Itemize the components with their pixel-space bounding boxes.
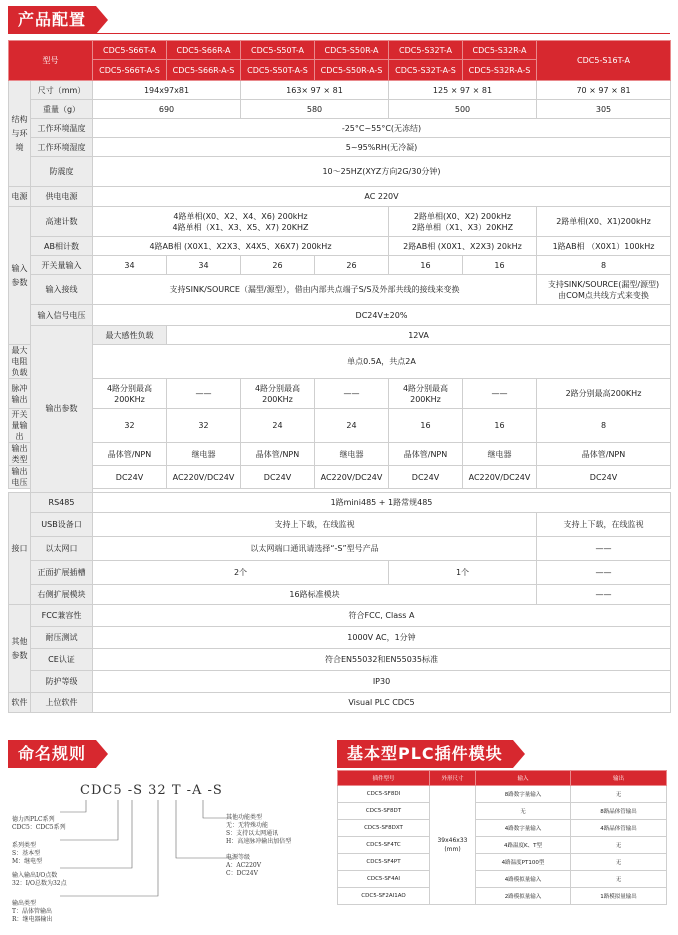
- row-label: 输出电压: [9, 466, 31, 489]
- plugin-size: [430, 786, 476, 905]
- cell: [389, 379, 463, 409]
- cell: 32: [167, 409, 241, 443]
- cell: 70 × 97 × 81: [537, 81, 671, 100]
- cell: 580: [241, 100, 389, 119]
- section-title-plugin: [337, 740, 525, 768]
- cell: AC220V/DC24V: [315, 466, 389, 489]
- plugin-output: 4路晶体管输出: [571, 820, 667, 837]
- spec-row: [9, 326, 671, 345]
- spec-row: [9, 100, 671, 119]
- spec-row: [9, 627, 671, 649]
- spec-row: [9, 671, 671, 693]
- cell: 继电器: [463, 443, 537, 466]
- model-name: CDC5-S16T-A: [537, 41, 671, 81]
- cell: 690: [93, 100, 241, 119]
- spec-row: [9, 443, 671, 466]
- row-label: 尺寸（mm）: [31, 81, 93, 100]
- row-label: CE认证: [31, 649, 93, 671]
- spec-row: [9, 345, 671, 379]
- section-title-arrow: [96, 740, 108, 768]
- plugin-header: 输入: [476, 771, 571, 786]
- cell: 晶体管/NPN: [389, 443, 463, 466]
- cell: 125 × 97 × 81: [389, 81, 537, 100]
- spec-row: [9, 256, 671, 275]
- plugin-input: 4路数字量输入: [476, 820, 571, 837]
- row-label: 防护等级: [31, 671, 93, 693]
- cell-line: 200KHz: [410, 394, 441, 404]
- spec-row: [9, 379, 671, 409]
- plugin-input: 2路模拟量输入: [476, 888, 571, 905]
- naming-desc-output: [12, 900, 53, 924]
- plugin-input: 4路温度K、T型: [476, 837, 571, 854]
- leader-line: [176, 800, 232, 858]
- cell: AC220V/DC24V: [167, 466, 241, 489]
- model-name: CDC5-S32R-A: [463, 41, 537, 60]
- cell: DC24V±20%: [93, 305, 671, 326]
- cell-line: 4路单相(X0、X2、X4、X6) 200kHz: [173, 211, 308, 221]
- row-label: 防震度: [31, 157, 93, 187]
- plugin-input: 4路模拟量输入: [476, 871, 571, 888]
- model-name: CDC5-S32T-A: [389, 41, 463, 60]
- cell-line: 4路单相（X1、X3、X5、X7) 20KHZ: [172, 222, 309, 232]
- plugin-header-row: [338, 771, 667, 786]
- row-label: AB相计数: [31, 237, 93, 256]
- cell-line: 由COM点共线方式来变换: [558, 290, 649, 300]
- cell-line: 2路单相（X1、X3）20KHZ: [411, 222, 514, 232]
- section-title-text: 基本型PLC插件模块: [337, 740, 513, 768]
- naming-desc-title: 输出类型: [12, 900, 37, 907]
- cell: 16路标准模块: [93, 585, 537, 605]
- cell: 32: [93, 409, 167, 443]
- row-label: 上位软件: [31, 693, 93, 713]
- cell: [93, 379, 167, 409]
- naming-desc-title: 其他功能类型: [226, 814, 263, 821]
- cell: 以太网端口通讯请选择“-S”型号产品: [93, 537, 537, 561]
- spec-row: [9, 561, 671, 585]
- naming-model-code: CDC5 -S 32 T -A -S: [80, 783, 223, 798]
- row-label: 耐压测试: [31, 627, 93, 649]
- cell: -25°C~55°C(无冻结): [93, 119, 671, 138]
- plugin-output: 8路晶体管输出: [571, 803, 667, 820]
- naming-desc-line: CDC5：CDC5系列: [12, 824, 66, 831]
- cell-line: 4路分别最高: [402, 383, 449, 393]
- cell: 单点0.5A，共点2A: [93, 345, 671, 379]
- cell: AC 220V: [93, 187, 671, 207]
- plugin-row: [338, 820, 667, 837]
- row-label: 输入接线: [31, 275, 93, 305]
- spec-row: [9, 138, 671, 157]
- cell: [389, 207, 537, 237]
- plugin-row: [338, 803, 667, 820]
- spec-row: [9, 649, 671, 671]
- row-label: 高速计数: [31, 207, 93, 237]
- cell: 194x97x81: [93, 81, 241, 100]
- section-divider: [8, 33, 670, 34]
- naming-desc-title: 德力西PLC系列: [12, 816, 55, 823]
- cell: 5~95%RH(无冷凝): [93, 138, 671, 157]
- cell: 305: [537, 100, 671, 119]
- naming-desc-line: T：晶体管输出: [12, 908, 53, 915]
- cell: 34: [167, 256, 241, 275]
- cell: IP30: [93, 671, 671, 693]
- model-name: CDC5-S66R-A-S: [167, 60, 241, 81]
- model-name: CDC5-S50T-A: [241, 41, 315, 60]
- cell: ——: [537, 537, 671, 561]
- cell: 支持上下载，在线监视: [537, 513, 671, 537]
- cell: 晶体管/NPN: [93, 443, 167, 466]
- group-label-software: 软件: [9, 693, 31, 713]
- plugin-row: [338, 854, 667, 871]
- row-label: 开关量输入: [31, 256, 93, 275]
- row-label: 右侧扩展模块: [31, 585, 93, 605]
- cell: 支持SINK/SOURCE（漏型/源型），借由内部共点端子S/S及外部共线的接线来变换: [93, 275, 537, 305]
- cell-line: 4路分别最高: [254, 383, 301, 393]
- spec-row: [9, 305, 671, 326]
- plugin-header: 输出: [571, 771, 667, 786]
- cell: 4路AB相 (X0X1、X2X3、X4X5、X6X7) 200kHz: [93, 237, 389, 256]
- group-label-interface: 接口: [9, 493, 31, 605]
- row-label: 脉冲输出: [9, 379, 31, 409]
- cell: ——: [537, 561, 671, 585]
- row-label: 输入信号电压: [31, 305, 93, 326]
- cell: 34: [93, 256, 167, 275]
- model-name: CDC5-S50T-A-S: [241, 60, 315, 81]
- cell: 支持上下载，在线监视: [93, 513, 537, 537]
- plugin-input: 无: [476, 803, 571, 820]
- spec-table: [8, 40, 671, 713]
- naming-desc-power: [226, 854, 261, 878]
- cell: ——: [315, 379, 389, 409]
- row-label: 供电电源: [31, 187, 93, 207]
- cell: 12VA: [167, 326, 671, 345]
- cell-line: 4路分别最高: [106, 383, 153, 393]
- naming-desc-line: A：AC220V: [226, 862, 262, 869]
- model-header: 型号: [9, 41, 93, 81]
- group-label-output: 输出参数: [31, 326, 93, 493]
- plugin-input: 8路数字量输入: [476, 786, 571, 803]
- spec-row: [9, 409, 671, 443]
- plugin-output: 无: [571, 786, 667, 803]
- cell: DC24V: [389, 466, 463, 489]
- cell: 1路AB相 （X0X1）100kHz: [537, 237, 671, 256]
- cell: 1路mini485 + 1路常规485: [93, 493, 671, 513]
- naming-desc-type: [12, 842, 42, 866]
- leader-line: [60, 800, 118, 840]
- plugin-model: CDC5-SF2AI1AO: [338, 888, 430, 905]
- naming-desc-line: S：基本型: [12, 850, 41, 857]
- model-name: CDC5-S50R-A: [315, 41, 389, 60]
- plugin-header: 外形尺寸: [430, 771, 476, 786]
- cell: 1000V AC，1分钟: [93, 627, 671, 649]
- section-title-config: [8, 6, 108, 34]
- naming-desc-series: [12, 816, 66, 832]
- group-label-input: 输入参数: [9, 207, 31, 345]
- row-label: RS485: [31, 493, 93, 513]
- cell: 符合FCC, Class A: [93, 605, 671, 627]
- model-name: CDC5-S66T-A-S: [93, 60, 167, 81]
- cell: 继电器: [315, 443, 389, 466]
- spec-row: [9, 513, 671, 537]
- cell: 16: [463, 256, 537, 275]
- plugin-row: [338, 888, 667, 905]
- cell: DC24V: [241, 466, 315, 489]
- cell: 24: [315, 409, 389, 443]
- section-title-text: 产品配置: [8, 6, 96, 34]
- plugin-output: 无: [571, 871, 667, 888]
- row-label: 重量（g）: [31, 100, 93, 119]
- row-label: 最大感性负载: [93, 326, 167, 345]
- cell: 26: [241, 256, 315, 275]
- spec-row: [9, 493, 671, 513]
- cell: [241, 379, 315, 409]
- cell: 8: [537, 256, 671, 275]
- cell: 24: [241, 409, 315, 443]
- plugin-output: 无: [571, 854, 667, 871]
- plugin-size-line: 39x46x33: [437, 837, 468, 844]
- spec-row: [9, 157, 671, 187]
- row-label: 工作环境湿度: [31, 138, 93, 157]
- spec-row: [9, 207, 671, 237]
- cell: 1个: [389, 561, 537, 585]
- plugin-input: 4路温度PT100型: [476, 854, 571, 871]
- group-label-other: 其他参数: [9, 605, 31, 693]
- leader-line: [60, 800, 86, 812]
- section-title-naming: [8, 740, 108, 768]
- cell: 2路分别最高200KHz: [537, 379, 671, 409]
- row-label: 输出类型: [9, 443, 31, 466]
- spec-row: [9, 237, 671, 256]
- naming-desc-line: H：高速脉冲输出加倍型: [226, 838, 292, 845]
- cell: 500: [389, 100, 537, 119]
- naming-desc-line: 无：无特殊功能: [226, 822, 269, 829]
- plugin-model: CDC5-SF8DI: [338, 786, 430, 803]
- spec-row: [9, 81, 671, 100]
- spec-row: [9, 605, 671, 627]
- spec-row: [9, 585, 671, 605]
- row-label: 正面扩展插槽: [31, 561, 93, 585]
- cell: 10～25HZ(XYZ方向2G/30分钟): [93, 157, 671, 187]
- spec-row: [9, 466, 671, 489]
- spec-row: [9, 537, 671, 561]
- cell: 2路AB相 (X0X1、X2X3) 20kHz: [389, 237, 537, 256]
- row-label: 开关量输出: [9, 409, 31, 443]
- naming-desc-title: 电源等级: [226, 854, 251, 861]
- cell: 2路单相(X0、X1)200kHz: [537, 207, 671, 237]
- cell: 16: [389, 409, 463, 443]
- cell: 163× 97 × 81: [241, 81, 389, 100]
- leader-line: [60, 800, 158, 896]
- cell: 26: [315, 256, 389, 275]
- plugin-model: CDC5-SF8DT: [338, 803, 430, 820]
- naming-desc-line: 32：I/O总数为32点: [12, 880, 67, 887]
- plugin-model: CDC5-SF4PT: [338, 854, 430, 871]
- cell: DC24V: [93, 466, 167, 489]
- plugin-model: CDC5-SF4TC: [338, 837, 430, 854]
- naming-desc-line: S：支持以太网通讯: [226, 830, 279, 837]
- group-label-power: 电源: [9, 187, 31, 207]
- cell: ——: [463, 379, 537, 409]
- naming-desc-line: C：DC24V: [226, 870, 258, 877]
- row-label: USB设备口: [31, 513, 93, 537]
- cell: ——: [167, 379, 241, 409]
- spec-header-row: [9, 41, 671, 60]
- leader-line: [60, 800, 132, 868]
- plugin-size-line: (mm): [444, 846, 461, 853]
- model-name: CDC5-S32R-A-S: [463, 60, 537, 81]
- naming-desc-function: [226, 814, 291, 846]
- naming-desc-line: M：继电型: [12, 858, 43, 865]
- spec-row: [9, 187, 671, 207]
- cell: 继电器: [167, 443, 241, 466]
- model-name: CDC5-S66T-A: [93, 41, 167, 60]
- spec-row: [9, 693, 671, 713]
- plugin-output: 无: [571, 837, 667, 854]
- naming-desc-io: [12, 872, 67, 888]
- plugin-row: [338, 786, 667, 803]
- cell-line: 支持SINK/SOURCE(漏型/源型): [547, 279, 660, 289]
- section-title-text: 命名规则: [8, 740, 96, 768]
- model-name: CDC5-S50R-A-S: [315, 60, 389, 81]
- row-label: 工作环境温度: [31, 119, 93, 138]
- plugin-header: 插件型号: [338, 771, 430, 786]
- naming-desc-title: 输入输出I/O点数: [12, 872, 58, 879]
- spec-row: [9, 119, 671, 138]
- cell: 16: [463, 409, 537, 443]
- plugin-table: [337, 770, 667, 905]
- cell: [93, 207, 389, 237]
- group-label-structure: 结构与环境: [9, 81, 31, 187]
- cell: ——: [537, 585, 671, 605]
- cell-line: 2路单相(X0、X2) 200kHz: [413, 211, 512, 221]
- cell-line: 200KHz: [114, 394, 145, 404]
- model-name: CDC5-S32T-A-S: [389, 60, 463, 81]
- plugin-row: [338, 837, 667, 854]
- cell: Visual PLC CDC5: [93, 693, 671, 713]
- cell: AC220V/DC24V: [463, 466, 537, 489]
- cell: 16: [389, 256, 463, 275]
- model-name: CDC5-S66R-A: [167, 41, 241, 60]
- plugin-model: CDC5-SF8DXT: [338, 820, 430, 837]
- naming-desc-line: R：继电器输出: [12, 916, 53, 923]
- row-label: 最大电阻负载: [9, 345, 31, 379]
- cell-line: 200KHz: [262, 394, 293, 404]
- cell: 2个: [93, 561, 389, 585]
- cell: DC24V: [537, 466, 671, 489]
- plugin-model: CDC5-SF4AI: [338, 871, 430, 888]
- cell: 晶体管/NPN: [537, 443, 671, 466]
- cell: 8: [537, 409, 671, 443]
- row-label: 以太网口: [31, 537, 93, 561]
- cell: 符合EN55032和EN55035标准: [93, 649, 671, 671]
- plugin-output: 1路模拟量输出: [571, 888, 667, 905]
- naming-desc-title: 系列类型: [12, 842, 37, 849]
- cell: 晶体管/NPN: [241, 443, 315, 466]
- row-label: FCC兼容性: [31, 605, 93, 627]
- plugin-row: [338, 871, 667, 888]
- cell: [537, 275, 671, 305]
- spec-row: [9, 275, 671, 305]
- section-title-arrow: [513, 740, 525, 768]
- section-title-arrow: [96, 6, 108, 34]
